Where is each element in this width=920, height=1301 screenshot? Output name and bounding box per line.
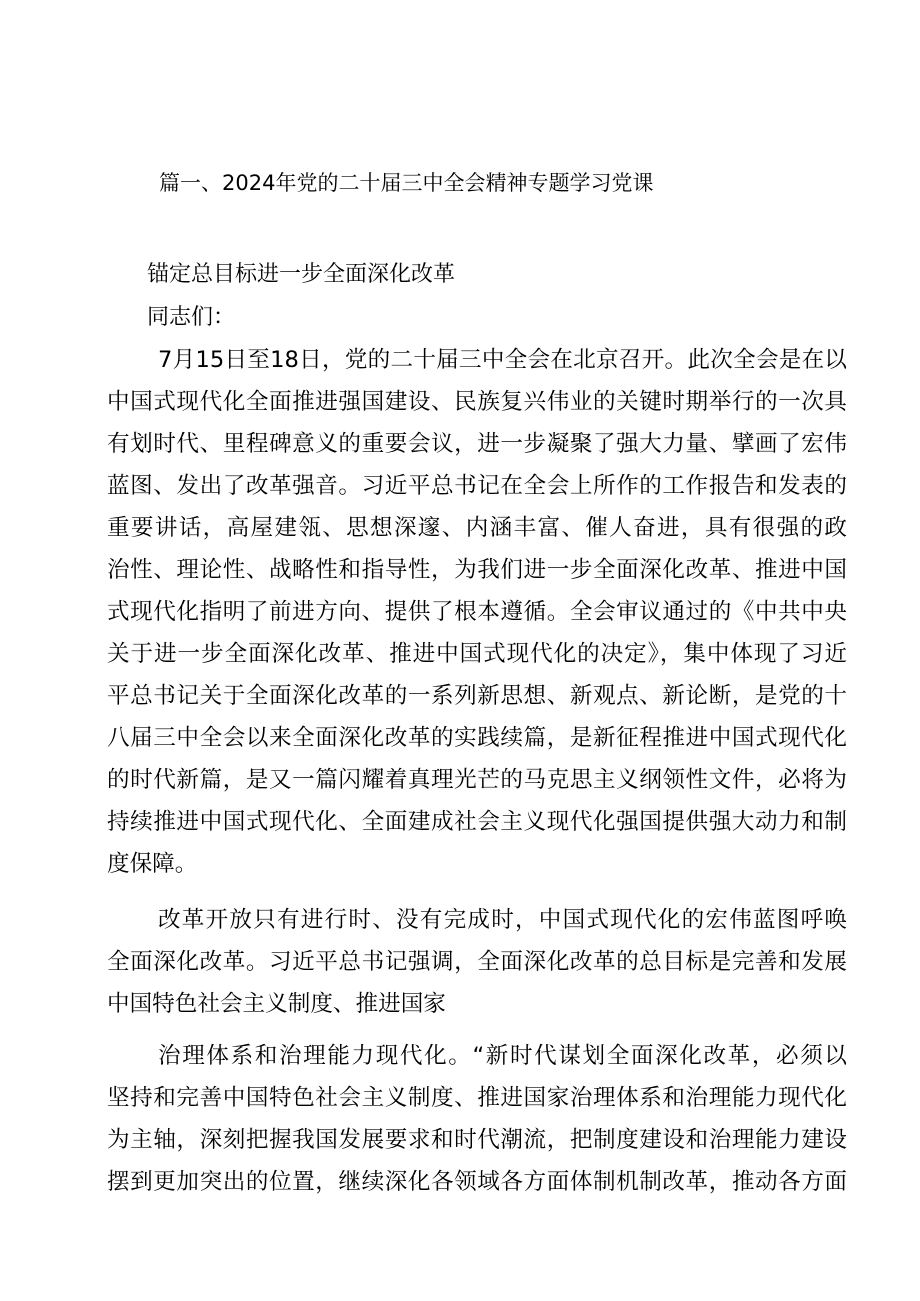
paragraph-1-line: 有划时代、里程碑意义的重要会议，进一步凝聚了强大力量、擘画了宏伟 — [107, 431, 847, 457]
paragraph-3-line: 为主轴，深刻把握我国发展要求和时代潮流，把制度建设和治理能力建设 — [107, 1127, 847, 1153]
paragraph-1-line: 关于进一步全面深化改革、推进中国式现代化的决定》，集中体现了习近 — [107, 641, 847, 667]
paragraph-3-line: 治理体系和治理能力现代化。“新时代谋划全面深化改革，必须以 — [158, 1043, 847, 1069]
paragraph-2-line: 改革开放只有进行时、没有完成时，中国式现代化的宏伟蓝图呼唤 — [158, 907, 847, 933]
paragraph-1-line: 重要讲话，高屋建瓴、思想深邃、内涵丰富、催人奋进，具有很强的政 — [107, 515, 847, 541]
paragraph-1-line: 持续推进中国式现代化、全面建成社会主义现代化强国提供强大动力和制 — [107, 809, 847, 835]
paragraph-1-line: 的时代新篇，是又一篇闪耀着真理光芒的马克思主义纲领性文件，必将为 — [107, 767, 847, 793]
paragraph-3-line: 坚持和完善中国特色社会主义制度、推进国家治理体系和治理能力现代化 — [107, 1085, 847, 1111]
paragraph-1-line: 中国式现代化全面推进强国建设、民族复兴伟业的关键时期举行的一次具 — [107, 389, 847, 415]
paragraph-2-line: 全面深化改革。习近平总书记强调，全面深化改革的总目标是完善和发展 — [107, 949, 847, 975]
paragraph-3-line: 摆到更加突出的位置，继续深化各领域各方面体制机制改革，推动各方面 — [107, 1169, 847, 1195]
paragraph-1-line: 治性、理论性、战略性和指导性，为我们进一步全面深化改革、推进中国 — [107, 557, 847, 583]
salutation: 同志们： — [147, 305, 236, 330]
paragraph-1-line: 蓝图、发出了改革强音。习近平总书记在全会上所作的工作报告和发表的 — [107, 473, 847, 499]
paragraph-1-line: 八届三中全会以来全面深化改革的实践续篇，是新征程推进中国式现代化 — [107, 725, 847, 751]
lecture-subtitle: 锚定总目标进一步全面深化改革 — [147, 262, 456, 287]
paragraph-1-line: 平总书记关于全面深化改革的一系列新思想、新观点、新论断，是党的十 — [107, 683, 847, 709]
paragraph-1-line: 式现代化指明了前进方向、提供了根本遵循。全会审议通过的《中共中央 — [107, 599, 847, 625]
paragraph-1-line: 度保障。 — [107, 851, 198, 877]
paragraph-1-line: 7月15日至18日，党的二十届三中全会在北京召开。此次全会是在以 — [158, 347, 847, 373]
document-title: 篇一、2024年党的二十届三中全会精神专题学习党课 — [159, 171, 654, 195]
paragraph-2-line: 中国特色社会主义制度、推进国家 — [107, 991, 446, 1017]
